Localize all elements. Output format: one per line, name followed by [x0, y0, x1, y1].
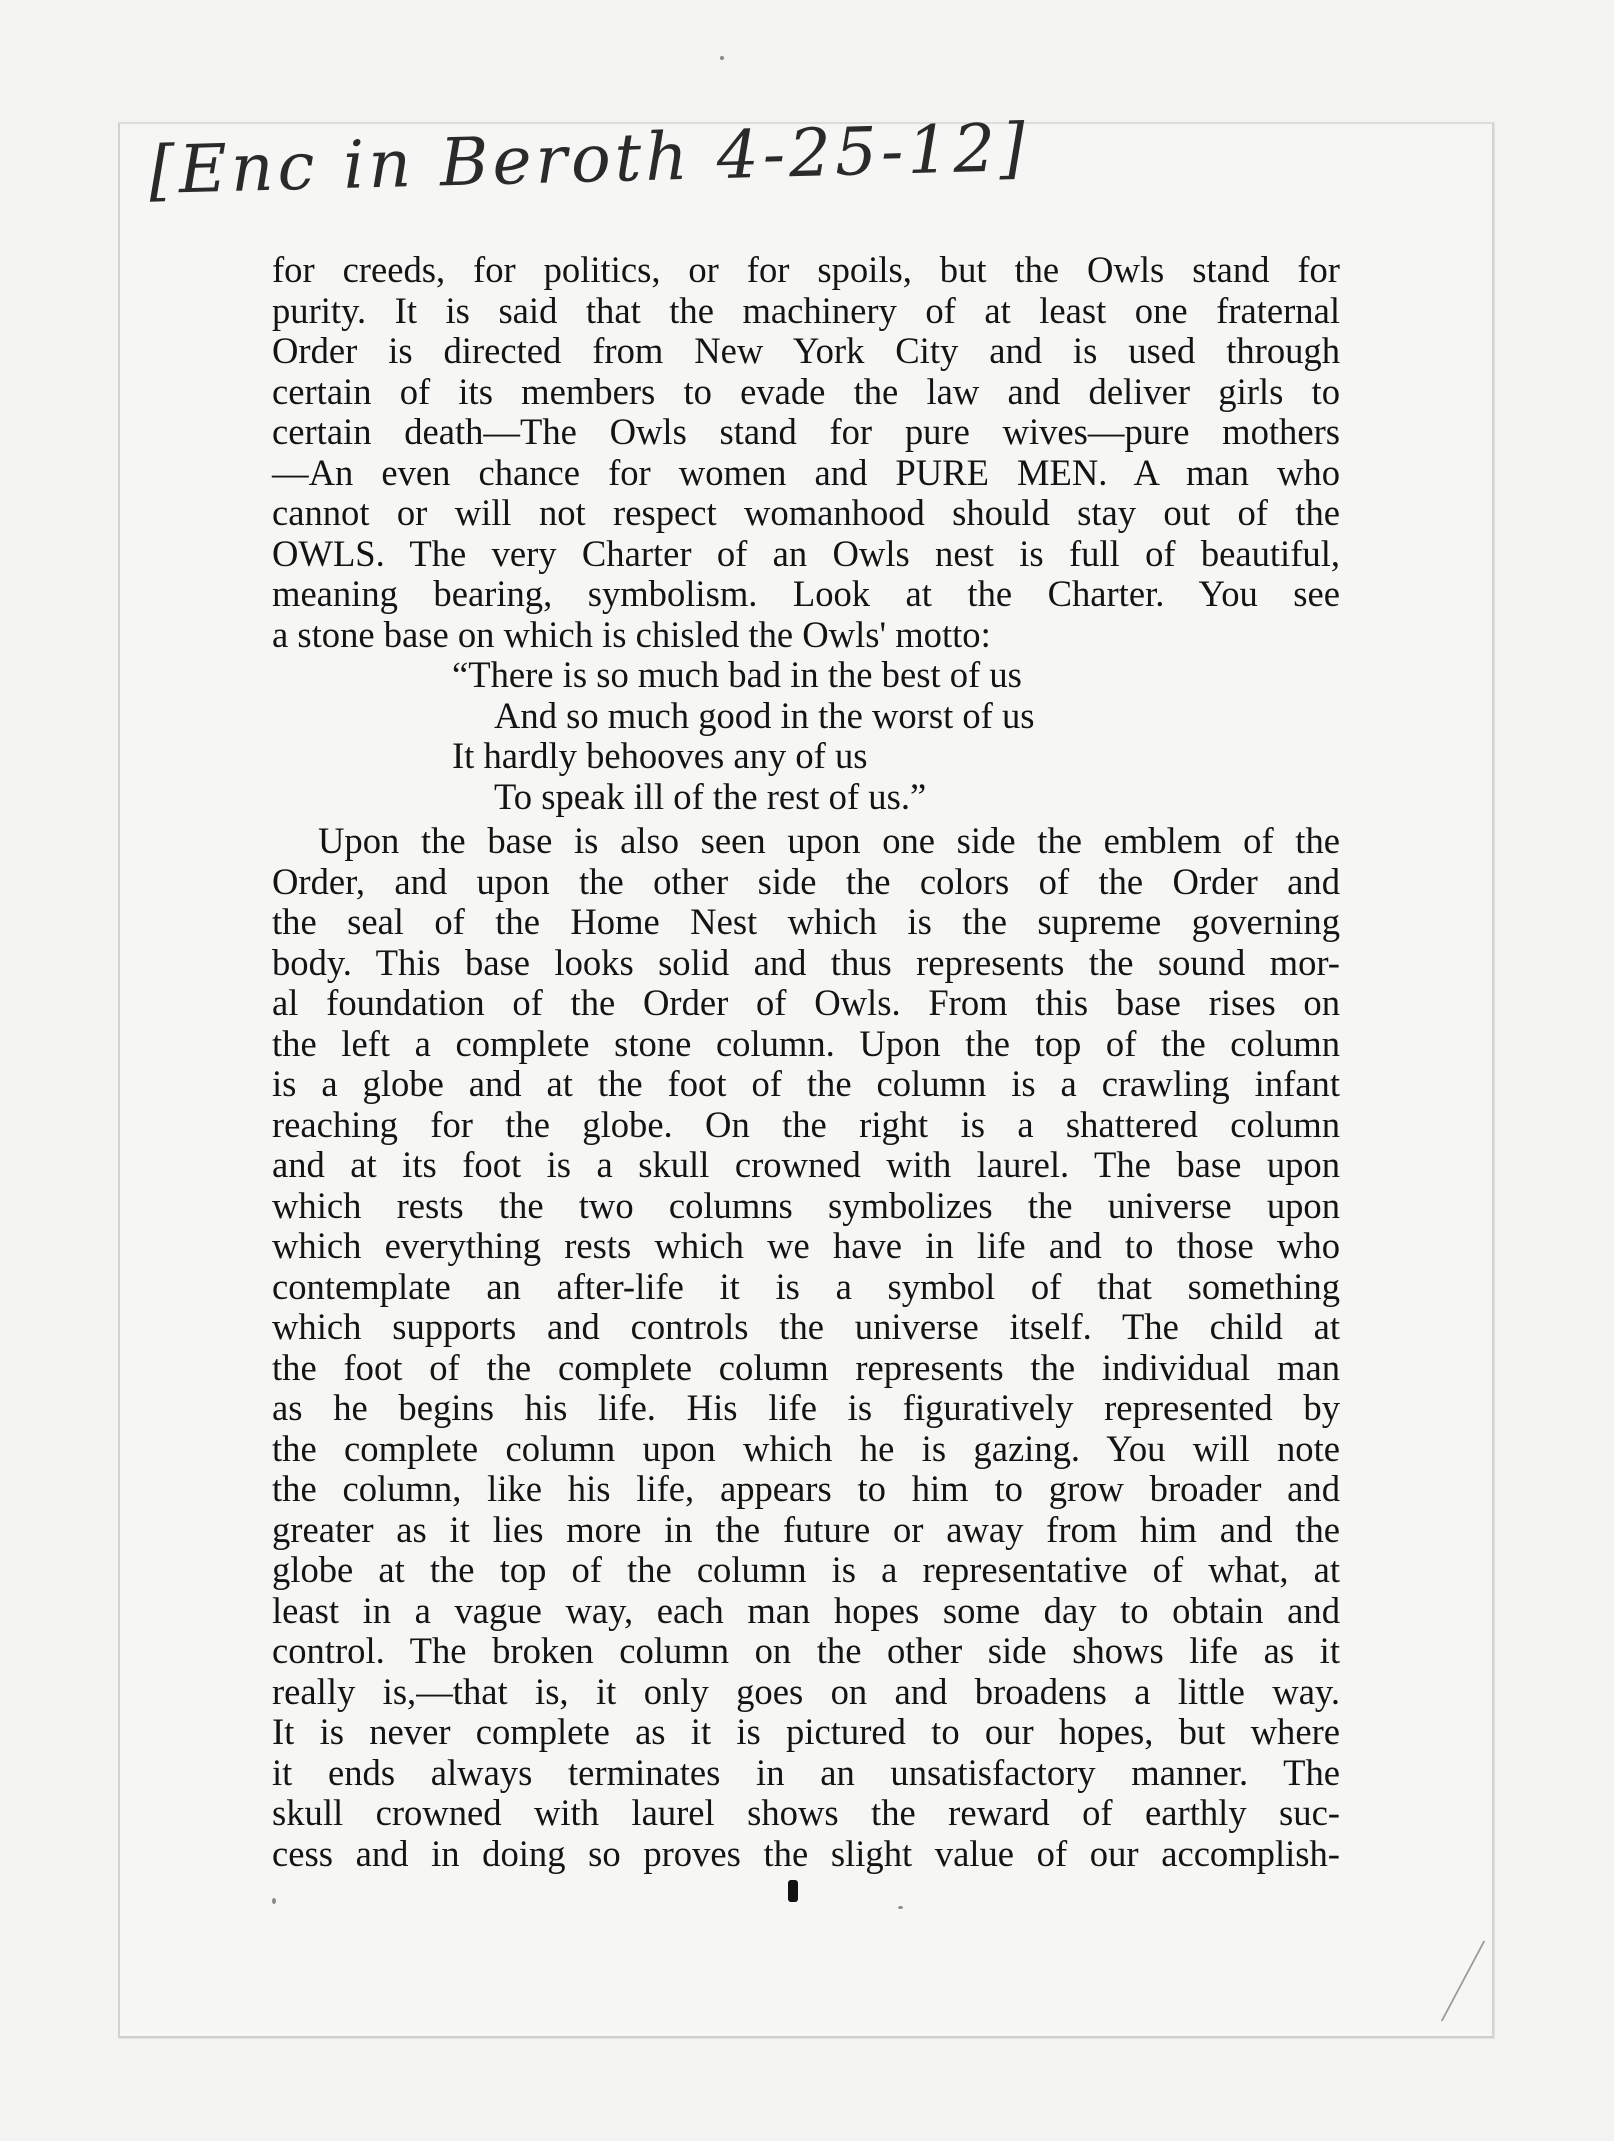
- dust-speck: [720, 56, 724, 60]
- text-line: al foundation of the Order of Owls. From this base rises on: [272, 982, 1340, 1023]
- dust-speck: [898, 1906, 903, 1909]
- text-line: OWLS. The very Charter of an Owls nest is full of beautiful,: [272, 532, 1340, 574]
- poem-line: It hardly behooves any of us: [452, 735, 868, 776]
- text-line: Order, and upon the other side the colors of the Order and: [272, 860, 1340, 902]
- text-line: certain of its members to evade the law and deliver girls to: [272, 370, 1340, 412]
- text-line: globe at the top of the column is a representative of what, at: [272, 1549, 1340, 1590]
- text-line: which everything rests which we have in life and to those who: [272, 1225, 1340, 1266]
- text-line: the foot of the complete column represents the individual man: [272, 1346, 1340, 1388]
- paragraph-start-line: Upon the base is also seen upon one side the emblem of the: [318, 820, 1340, 861]
- text-line: Order is directed from New York City and is used through: [272, 330, 1340, 371]
- text-line: the complete column upon which he is gazing. You will note: [272, 1427, 1340, 1469]
- text-line: cess and in doing so proves the slight value of our accomplish-: [272, 1832, 1340, 1874]
- text-line: —An even chance for women and PURE MEN. A man who: [272, 451, 1340, 493]
- text-line: It is never complete as it is pictured to our hopes, but where: [272, 1711, 1340, 1752]
- text-line: really is,—that is, it only goes on and broadens a little way.: [272, 1670, 1340, 1712]
- page-mark: [788, 1880, 798, 1902]
- text-line: is a globe and at the foot of the column is a crawling infant: [272, 1063, 1340, 1104]
- text-line: which rests the two columns symbolizes the universe upon: [272, 1184, 1340, 1226]
- text-line: purity. It is said that the machinery of at least one fraternal: [272, 289, 1340, 331]
- text-line: for creeds, for politics, or for spoils, but the Owls stand for: [272, 249, 1340, 290]
- text-line: a stone base on which is chisled the Owls' motto:: [272, 613, 991, 655]
- handwritten-annotation: [Enc in Beroth 4-25-12]: [148, 108, 1030, 209]
- text-line: as he begins his life. His life is figuratively represented by: [272, 1387, 1340, 1428]
- text-line: which supports and controls the universe itself. The child at: [272, 1306, 1340, 1347]
- text-line: control. The broken column on the other side shows life as it: [272, 1630, 1340, 1671]
- text-line: greater as it lies more in the future or away from him and the: [272, 1508, 1340, 1550]
- poem-line: To speak ill of the rest of us.”: [494, 775, 927, 817]
- text-line: skull crowned with laurel shows the reward of earthly suc-: [272, 1792, 1340, 1833]
- text-line: meaning bearing, symbolism. Look at the Charter. You see: [272, 573, 1340, 614]
- text-line: body. This base looks solid and thus represents the sound mor-: [272, 941, 1340, 983]
- text-line: the column, like his life, appears to him to grow broader and: [272, 1468, 1340, 1509]
- text-line: contemplate an after-life it is a symbol of that something: [272, 1265, 1340, 1307]
- text-line: the left a complete stone column. Upon the top of the column: [272, 1022, 1340, 1064]
- poem-line: And so much good in the worst of us: [494, 694, 1035, 736]
- text-line: certain death—The Owls stand for pure wives—pure mothers: [272, 411, 1340, 452]
- text-line: cannot or will not respect womanhood should stay out of the: [272, 492, 1340, 533]
- text-line: least in a vague way, each man hopes some day to obtain and: [272, 1589, 1340, 1631]
- dust-speck: [272, 1898, 276, 1904]
- document-body: [272, 250, 1340, 1874]
- text-line: the seal of the Home Nest which is the supreme governing: [272, 901, 1340, 942]
- text-line: reaching for the globe. On the right is a shattered column: [272, 1103, 1340, 1145]
- owls-motto-poem: [272, 655, 1340, 821]
- text-line: it ends always terminates in an unsatisfactory manner. The: [272, 1751, 1340, 1793]
- poem-line: “There is so much bad in the best of us: [452, 654, 1022, 695]
- text-line: and at its foot is a skull crowned with laurel. The base upon: [272, 1144, 1340, 1185]
